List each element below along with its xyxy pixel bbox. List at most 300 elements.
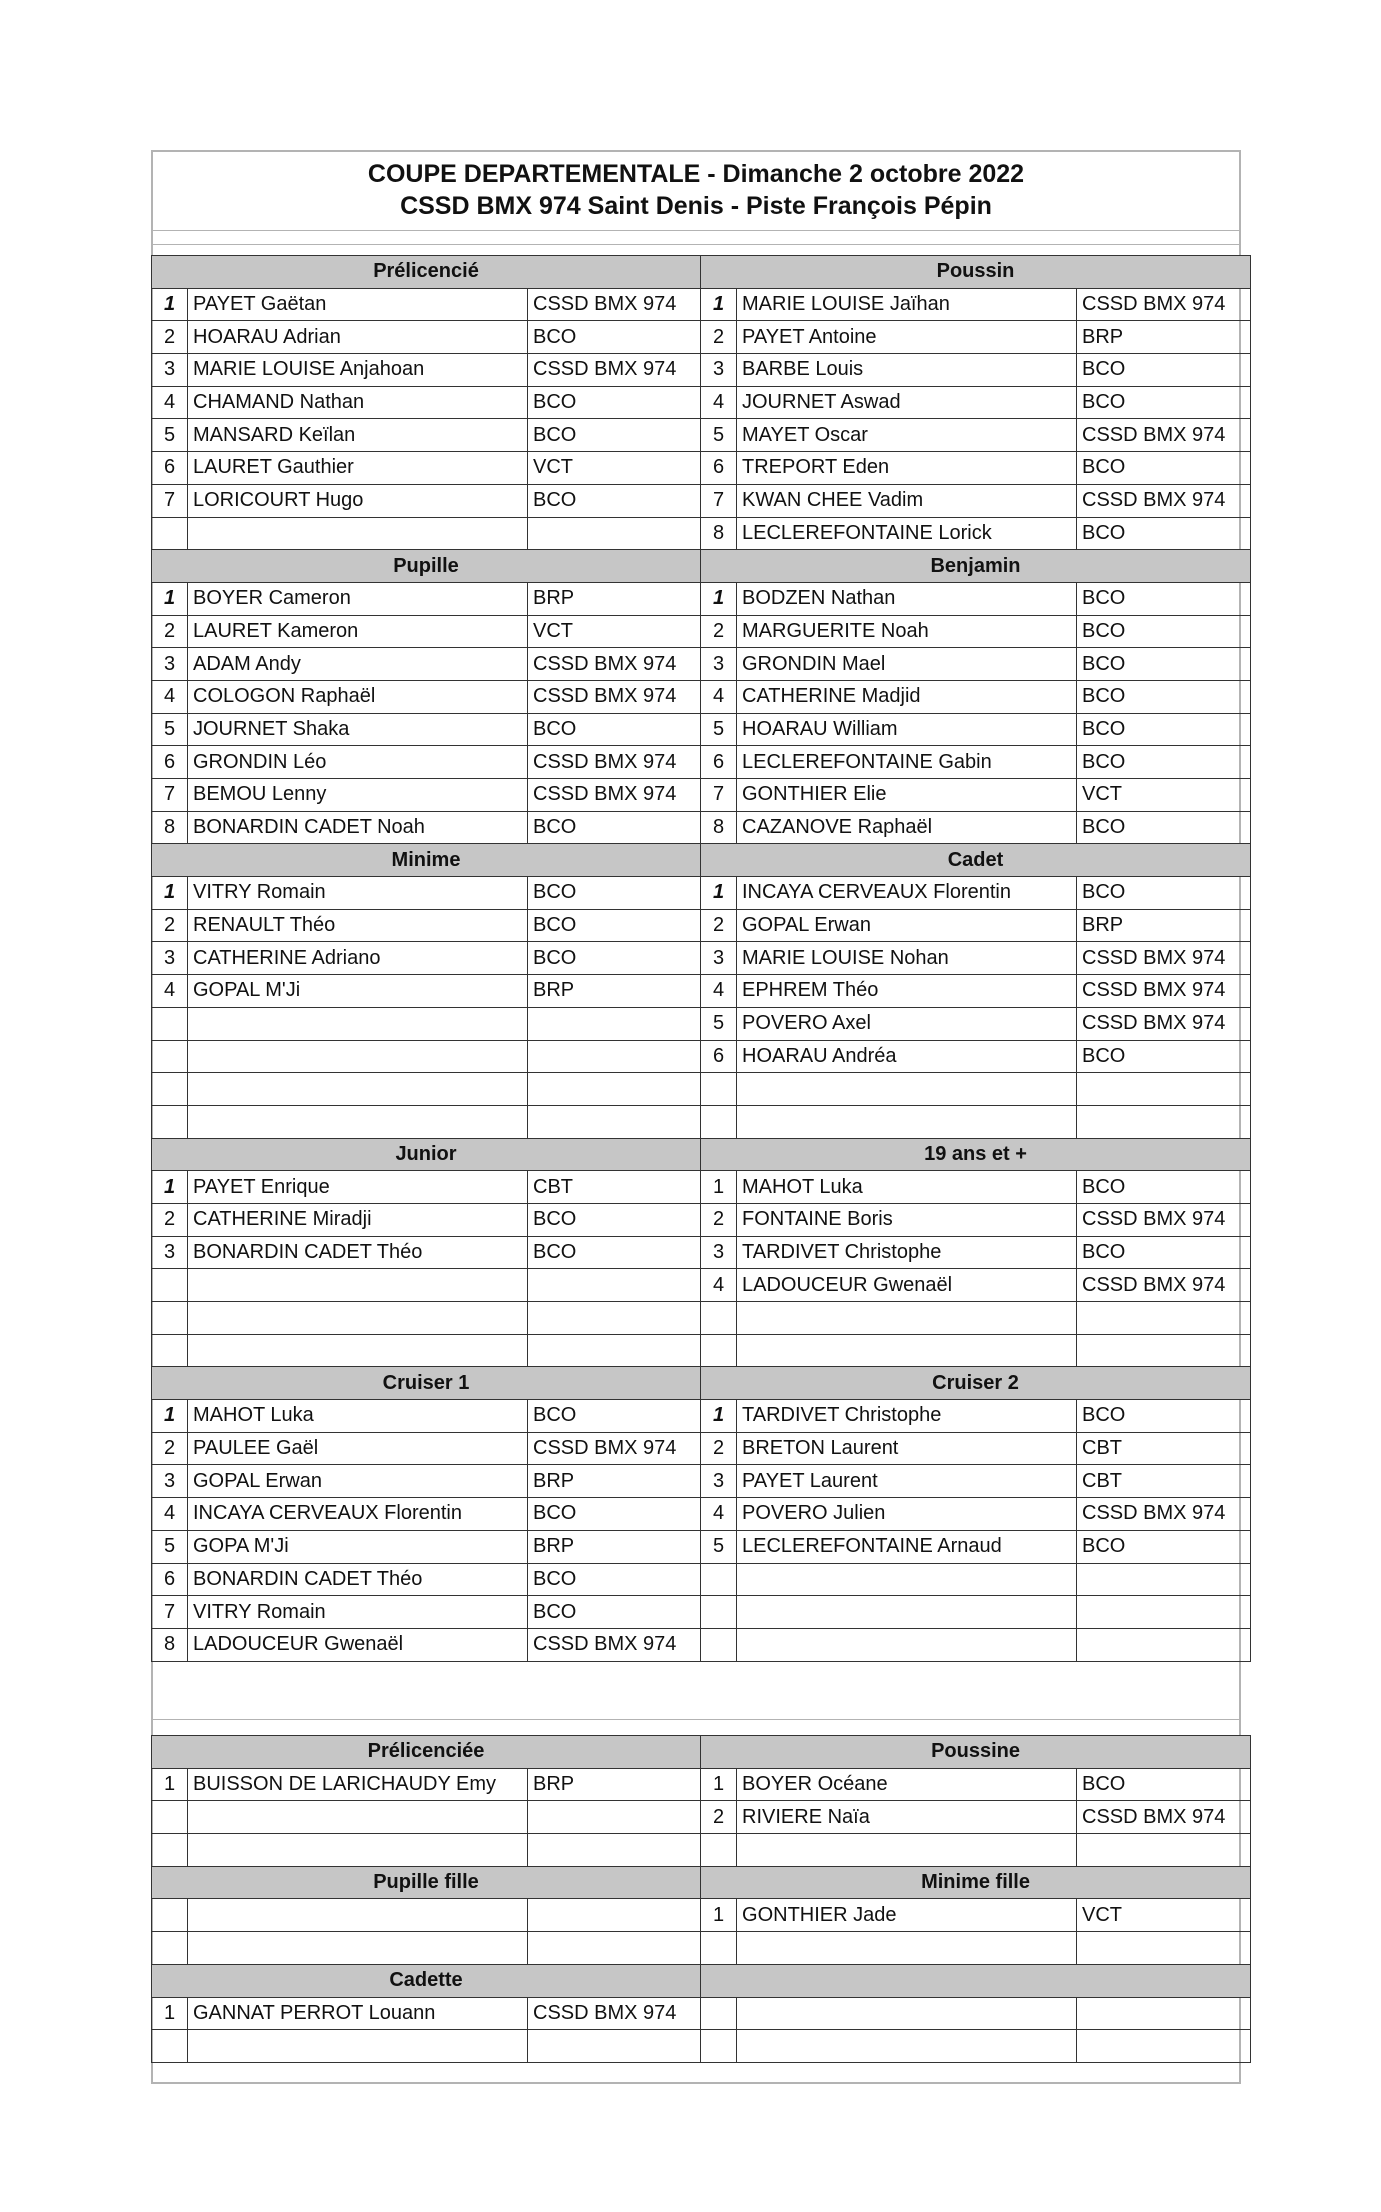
rank-cell: 1 — [152, 1768, 188, 1801]
result-row — [152, 1203, 1251, 1236]
rider-name-cell: BOYER Océane — [737, 1768, 1077, 1801]
rank-cell — [701, 1932, 737, 1965]
rider-name-cell — [737, 1834, 1077, 1867]
rider-name-cell — [737, 1334, 1077, 1367]
result-row — [152, 517, 1251, 550]
rank-cell — [701, 2030, 737, 2063]
result-row — [152, 1236, 1251, 1269]
rank-cell: 1 — [152, 1997, 188, 2030]
club-cell: BCO — [1077, 811, 1251, 844]
club-cell: CSSD BMX 974 — [528, 288, 701, 321]
rider-name-cell: GRONDIN Léo — [188, 746, 528, 779]
rank-cell — [701, 1073, 737, 1106]
club-cell: CSSD BMX 974 — [528, 1432, 701, 1465]
rank-cell: 8 — [701, 517, 737, 550]
rank-cell: 8 — [152, 1628, 188, 1661]
club-cell — [1077, 1073, 1251, 1106]
rider-name-cell: INCAYA CERVEAUX Florentin — [188, 1498, 528, 1531]
rank-cell: 2 — [701, 1432, 737, 1465]
club-cell: BRP — [528, 582, 701, 615]
rank-cell: 8 — [152, 811, 188, 844]
club-cell: BCO — [1077, 1400, 1251, 1433]
category-title: Pupille fille — [152, 1866, 701, 1899]
document-subtitle: CSSD BMX 974 Saint Denis - Piste François Pépin — [400, 192, 992, 220]
result-row — [152, 1563, 1251, 1596]
rider-name-cell: JOURNET Aswad — [737, 386, 1077, 419]
rider-name-cell: KWAN CHEE Vadim — [737, 484, 1077, 517]
result-row — [152, 1801, 1251, 1834]
rank-cell: 7 — [152, 1596, 188, 1629]
result-row — [152, 354, 1251, 387]
rider-name-cell: MAHOT Luka — [188, 1400, 528, 1433]
club-cell: CSSD BMX 974 — [1077, 1498, 1251, 1531]
rank-cell: 6 — [152, 452, 188, 485]
rank-cell — [152, 1040, 188, 1073]
club-cell — [528, 1269, 701, 1302]
club-cell: BCO — [1077, 517, 1251, 550]
result-row — [152, 746, 1251, 779]
rider-name-cell: MARIE LOUISE Nohan — [737, 942, 1077, 975]
club-cell: BCO — [1077, 354, 1251, 387]
result-row — [152, 1530, 1251, 1563]
rank-cell: 2 — [152, 321, 188, 354]
club-cell: BCO — [1077, 713, 1251, 746]
rider-name-cell — [188, 1801, 528, 1834]
rider-name-cell: CATHERINE Madjid — [737, 680, 1077, 713]
club-cell: BCO — [1077, 1768, 1251, 1801]
rank-cell: 7 — [701, 484, 737, 517]
category-header-row — [152, 1367, 1251, 1400]
club-cell: VCT — [1077, 779, 1251, 812]
club-cell: BCO — [1077, 452, 1251, 485]
club-cell: BCO — [1077, 1171, 1251, 1204]
rider-name-cell: TARDIVET Christophe — [737, 1400, 1077, 1433]
result-row — [152, 1596, 1251, 1629]
result-row — [152, 779, 1251, 812]
rank-cell: 3 — [152, 1465, 188, 1498]
rider-name-cell — [188, 1007, 528, 1040]
club-cell — [1077, 1334, 1251, 1367]
club-cell: BCO — [528, 1563, 701, 1596]
rank-cell — [152, 1007, 188, 1040]
category-title: Benjamin — [701, 550, 1251, 583]
rider-name-cell — [188, 1932, 528, 1965]
result-row — [152, 1465, 1251, 1498]
result-row — [152, 582, 1251, 615]
club-cell: CBT — [528, 1171, 701, 1204]
club-cell: CSSD BMX 974 — [1077, 419, 1251, 452]
result-row — [152, 1007, 1251, 1040]
rank-cell: 2 — [152, 909, 188, 942]
rider-name-cell: GOPAL M'Ji — [188, 975, 528, 1008]
club-cell — [528, 2030, 701, 2063]
result-row — [152, 288, 1251, 321]
rider-name-cell: BEMOU Lenny — [188, 779, 528, 812]
rank-cell: 2 — [701, 1801, 737, 1834]
club-cell — [1077, 1997, 1251, 2030]
rank-cell — [152, 1834, 188, 1867]
category-title: Prélicenciée — [152, 1736, 701, 1769]
club-cell: BCO — [1077, 648, 1251, 681]
club-cell: BCO — [1077, 680, 1251, 713]
rank-cell: 3 — [701, 942, 737, 975]
category-title: Prélicencié — [152, 256, 701, 289]
rank-cell: 3 — [152, 942, 188, 975]
rider-name-cell — [188, 517, 528, 550]
header-divider — [151, 244, 1241, 245]
rank-cell: 1 — [701, 1899, 737, 1932]
club-cell — [1077, 1834, 1251, 1867]
result-row — [152, 1073, 1251, 1106]
rank-cell: 6 — [701, 746, 737, 779]
document-title: COUPE DEPARTEMENTALE - Dimanche 2 octobre 2022 — [367, 160, 1025, 188]
rider-name-cell: TARDIVET Christophe — [737, 1236, 1077, 1269]
rank-cell: 2 — [701, 1203, 737, 1236]
rank-cell — [701, 1628, 737, 1661]
club-cell — [1077, 1932, 1251, 1965]
rider-name-cell — [737, 1596, 1077, 1629]
rider-name-cell — [737, 1563, 1077, 1596]
rider-name-cell: VITRY Romain — [188, 1596, 528, 1629]
rider-name-cell: BARBE Louis — [737, 354, 1077, 387]
rank-cell: 3 — [152, 648, 188, 681]
rank-cell: 2 — [152, 615, 188, 648]
category-title — [701, 1964, 1251, 1997]
rider-name-cell — [737, 1628, 1077, 1661]
rank-cell: 4 — [152, 680, 188, 713]
rank-cell — [152, 1073, 188, 1106]
club-cell: BCO — [528, 909, 701, 942]
rider-name-cell: HOARAU Adrian — [188, 321, 528, 354]
rank-cell — [152, 1105, 188, 1138]
rank-cell: 1 — [701, 877, 737, 910]
club-cell: BRP — [1077, 909, 1251, 942]
rider-name-cell: LECLEREFONTAINE Gabin — [737, 746, 1077, 779]
result-row — [152, 1932, 1251, 1965]
result-row — [152, 713, 1251, 746]
category-header-row — [152, 256, 1251, 289]
club-cell — [528, 1801, 701, 1834]
result-row — [152, 484, 1251, 517]
rank-cell: 2 — [152, 1203, 188, 1236]
club-cell: CBT — [1077, 1432, 1251, 1465]
rider-name-cell: HOARAU William — [737, 713, 1077, 746]
result-row — [152, 648, 1251, 681]
club-cell: BRP — [1077, 321, 1251, 354]
club-cell: CSSD BMX 974 — [1077, 1203, 1251, 1236]
club-cell — [528, 1899, 701, 1932]
rider-name-cell: BUISSON DE LARICHAUDY Emy — [188, 1768, 528, 1801]
header-divider — [151, 230, 1241, 231]
club-cell — [528, 1105, 701, 1138]
rank-cell: 1 — [152, 1400, 188, 1433]
rank-cell: 1 — [152, 1171, 188, 1204]
club-cell: BCO — [528, 1498, 701, 1531]
club-cell: CSSD BMX 974 — [1077, 484, 1251, 517]
rank-cell: 2 — [701, 615, 737, 648]
result-row — [152, 811, 1251, 844]
category-title: Pupille — [152, 550, 701, 583]
rider-name-cell: POVERO Julien — [737, 1498, 1077, 1531]
club-cell — [528, 1932, 701, 1965]
results-table-main — [151, 255, 1251, 1662]
club-cell — [1077, 2030, 1251, 2063]
rank-cell: 1 — [152, 288, 188, 321]
rider-name-cell: LADOUCEUR Gwenaël — [188, 1628, 528, 1661]
club-cell — [1077, 1628, 1251, 1661]
rank-cell: 1 — [701, 582, 737, 615]
rank-cell: 1 — [152, 582, 188, 615]
result-row — [152, 942, 1251, 975]
result-row — [152, 1171, 1251, 1204]
rank-cell — [701, 1596, 737, 1629]
rank-cell: 3 — [701, 1465, 737, 1498]
rider-name-cell: MAHOT Luka — [737, 1171, 1077, 1204]
rider-name-cell: MANSARD Keïlan — [188, 419, 528, 452]
rider-name-cell: CATHERINE Adriano — [188, 942, 528, 975]
rank-cell — [152, 1932, 188, 1965]
rider-name-cell: TREPORT Eden — [737, 452, 1077, 485]
rider-name-cell — [188, 1105, 528, 1138]
result-row — [152, 1302, 1251, 1335]
club-cell — [528, 1007, 701, 1040]
rank-cell: 4 — [701, 975, 737, 1008]
rank-cell — [701, 1302, 737, 1335]
rider-name-cell: EPHREM Théo — [737, 975, 1077, 1008]
rank-cell — [152, 1334, 188, 1367]
rider-name-cell: RIVIERE Naïa — [737, 1801, 1077, 1834]
rank-cell: 3 — [701, 1236, 737, 1269]
club-cell: BCO — [528, 1596, 701, 1629]
rider-name-cell: POVERO Axel — [737, 1007, 1077, 1040]
rank-cell: 4 — [701, 1269, 737, 1302]
club-cell: CSSD BMX 974 — [1077, 1007, 1251, 1040]
rider-name-cell: BONARDIN CADET Théo — [188, 1236, 528, 1269]
rider-name-cell: PAULEE Gaël — [188, 1432, 528, 1465]
rider-name-cell: PAYET Enrique — [188, 1171, 528, 1204]
rank-cell: 6 — [701, 1040, 737, 1073]
rider-name-cell: HOARAU Andréa — [737, 1040, 1077, 1073]
category-title: Poussine — [701, 1736, 1251, 1769]
rank-cell — [701, 1105, 737, 1138]
category-title: Cadette — [152, 1964, 701, 1997]
rider-name-cell: MAYET Oscar — [737, 419, 1077, 452]
result-row — [152, 1628, 1251, 1661]
rider-name-cell: GOPA M'Ji — [188, 1530, 528, 1563]
category-title: Cruiser 1 — [152, 1367, 701, 1400]
rider-name-cell: GOPAL Erwan — [188, 1465, 528, 1498]
club-cell: CSSD BMX 974 — [528, 648, 701, 681]
rider-name-cell: GONTHIER Jade — [737, 1899, 1077, 1932]
rank-cell: 7 — [152, 779, 188, 812]
rank-cell — [701, 1334, 737, 1367]
rider-name-cell — [188, 1899, 528, 1932]
club-cell: BCO — [1077, 1236, 1251, 1269]
rider-name-cell — [737, 1105, 1077, 1138]
club-cell — [1077, 1596, 1251, 1629]
club-cell: VCT — [1077, 1899, 1251, 1932]
rider-name-cell: BONARDIN CADET Théo — [188, 1563, 528, 1596]
rank-cell: 5 — [701, 1530, 737, 1563]
rank-cell: 3 — [701, 648, 737, 681]
rank-cell: 5 — [701, 1007, 737, 1040]
rank-cell: 1 — [701, 1400, 737, 1433]
club-cell — [528, 1073, 701, 1106]
club-cell: CSSD BMX 974 — [1077, 975, 1251, 1008]
rider-name-cell: LECLEREFONTAINE Lorick — [737, 517, 1077, 550]
rider-name-cell: CHAMAND Nathan — [188, 386, 528, 419]
rank-cell: 6 — [152, 1563, 188, 1596]
rank-cell: 6 — [701, 452, 737, 485]
club-cell — [1077, 1105, 1251, 1138]
club-cell — [1077, 1302, 1251, 1335]
rider-name-cell — [188, 1040, 528, 1073]
rider-name-cell: CAZANOVE Raphaël — [737, 811, 1077, 844]
rank-cell: 1 — [701, 1768, 737, 1801]
rank-cell: 5 — [152, 713, 188, 746]
rank-cell: 2 — [701, 909, 737, 942]
rank-cell — [152, 517, 188, 550]
category-header-row — [152, 844, 1251, 877]
result-row — [152, 1400, 1251, 1433]
rider-name-cell: CATHERINE Miradji — [188, 1203, 528, 1236]
club-cell: BCO — [528, 484, 701, 517]
category-header-row — [152, 550, 1251, 583]
result-row — [152, 386, 1251, 419]
rider-name-cell — [188, 1073, 528, 1106]
section-divider — [151, 1719, 1241, 1720]
rider-name-cell: MARGUERITE Noah — [737, 615, 1077, 648]
club-cell: CSSD BMX 974 — [1077, 942, 1251, 975]
rider-name-cell: INCAYA CERVEAUX Florentin — [737, 877, 1077, 910]
club-cell: BRP — [528, 1768, 701, 1801]
rank-cell: 4 — [152, 386, 188, 419]
rider-name-cell: GANNAT PERROT Louann — [188, 1997, 528, 2030]
result-row — [152, 909, 1251, 942]
club-cell: CSSD BMX 974 — [528, 680, 701, 713]
result-row — [152, 1334, 1251, 1367]
rider-name-cell — [737, 1073, 1077, 1106]
rank-cell — [152, 1899, 188, 1932]
club-cell: CSSD BMX 974 — [528, 1997, 701, 2030]
category-header-row — [152, 1866, 1251, 1899]
rider-name-cell: GONTHIER Elie — [737, 779, 1077, 812]
club-cell: BCO — [528, 419, 701, 452]
result-row — [152, 2030, 1251, 2063]
rider-name-cell: LAURET Gauthier — [188, 452, 528, 485]
club-cell: CSSD BMX 974 — [528, 354, 701, 387]
rider-name-cell: LECLEREFONTAINE Arnaud — [737, 1530, 1077, 1563]
rider-name-cell — [737, 1997, 1077, 2030]
result-row — [152, 975, 1251, 1008]
rider-name-cell: MARIE LOUISE Jaïhan — [737, 288, 1077, 321]
category-header-row — [152, 1138, 1251, 1171]
category-header-row — [152, 1964, 1251, 1997]
club-cell: BCO — [528, 1400, 701, 1433]
club-cell: BCO — [528, 321, 701, 354]
club-cell: CSSD BMX 974 — [528, 746, 701, 779]
result-row — [152, 680, 1251, 713]
rank-cell — [701, 1834, 737, 1867]
result-row — [152, 1834, 1251, 1867]
rank-cell: 1 — [701, 1171, 737, 1204]
rank-cell: 4 — [701, 386, 737, 419]
result-row — [152, 1040, 1251, 1073]
rank-cell: 3 — [701, 354, 737, 387]
rank-cell — [701, 1563, 737, 1596]
rider-name-cell: BODZEN Nathan — [737, 582, 1077, 615]
category-header-row — [152, 1736, 1251, 1769]
document-header — [151, 150, 1241, 230]
result-row — [152, 419, 1251, 452]
rider-name-cell — [737, 1302, 1077, 1335]
rider-name-cell — [188, 1834, 528, 1867]
rider-name-cell — [188, 2030, 528, 2063]
club-cell — [1077, 1563, 1251, 1596]
rider-name-cell: JOURNET Shaka — [188, 713, 528, 746]
club-cell: BCO — [528, 713, 701, 746]
club-cell — [528, 1834, 701, 1867]
club-cell: BRP — [528, 1465, 701, 1498]
rider-name-cell: LADOUCEUR Gwenaël — [737, 1269, 1077, 1302]
result-row — [152, 1899, 1251, 1932]
rank-cell: 6 — [152, 746, 188, 779]
category-title: Poussin — [701, 256, 1251, 289]
result-row — [152, 1269, 1251, 1302]
rank-cell: 3 — [152, 1236, 188, 1269]
result-row — [152, 615, 1251, 648]
club-cell: BCO — [528, 1236, 701, 1269]
rank-cell — [152, 1801, 188, 1834]
rider-name-cell: VITRY Romain — [188, 877, 528, 910]
category-title: Cadet — [701, 844, 1251, 877]
rank-cell: 4 — [152, 1498, 188, 1531]
club-cell: BCO — [1077, 1530, 1251, 1563]
category-title: Cruiser 2 — [701, 1367, 1251, 1400]
club-cell: VCT — [528, 452, 701, 485]
club-cell: BCO — [1077, 746, 1251, 779]
result-row — [152, 321, 1251, 354]
rank-cell: 3 — [152, 354, 188, 387]
rank-cell: 5 — [152, 1530, 188, 1563]
rider-name-cell: LAURET Kameron — [188, 615, 528, 648]
rank-cell — [152, 2030, 188, 2063]
club-cell — [528, 517, 701, 550]
club-cell: BCO — [1077, 386, 1251, 419]
category-title: Minime fille — [701, 1866, 1251, 1899]
rank-cell: 5 — [152, 419, 188, 452]
result-row — [152, 1498, 1251, 1531]
rider-name-cell: ADAM Andy — [188, 648, 528, 681]
rider-name-cell: PAYET Gaëtan — [188, 288, 528, 321]
rank-cell: 5 — [701, 419, 737, 452]
result-row — [152, 1432, 1251, 1465]
result-row — [152, 1105, 1251, 1138]
rank-cell: 1 — [701, 288, 737, 321]
rank-cell: 4 — [152, 975, 188, 1008]
rank-cell — [152, 1269, 188, 1302]
rank-cell: 1 — [152, 877, 188, 910]
club-cell — [528, 1040, 701, 1073]
club-cell: BCO — [528, 877, 701, 910]
club-cell: BCO — [1077, 877, 1251, 910]
club-cell: BCO — [528, 811, 701, 844]
club-cell: BRP — [528, 975, 701, 1008]
result-row — [152, 452, 1251, 485]
rank-cell: 4 — [701, 680, 737, 713]
category-title: Junior — [152, 1138, 701, 1171]
club-cell: BCO — [528, 942, 701, 975]
